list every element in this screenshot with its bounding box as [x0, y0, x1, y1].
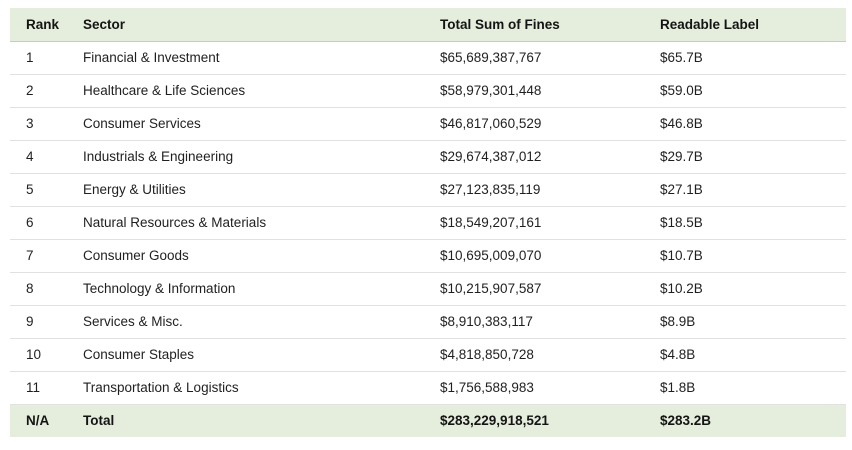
cell-sector: Consumer Services: [67, 107, 424, 140]
fines-table-container: [10, 8, 846, 437]
cell-sector: Consumer Staples: [67, 338, 424, 371]
cell-total-sum-of-fines: $29,674,387,012: [424, 140, 644, 173]
cell-readable-label: $27.1B: [644, 173, 846, 206]
table-row: [10, 239, 846, 272]
cell-rank: 3: [10, 107, 67, 140]
cell-rank: 9: [10, 305, 67, 338]
cell-sector: Natural Resources & Materials: [67, 206, 424, 239]
total-row: [10, 404, 846, 437]
cell-readable-label: $29.7B: [644, 140, 846, 173]
cell-sector: Services & Misc.: [67, 305, 424, 338]
cell-rank: 5: [10, 173, 67, 206]
table-row: [10, 41, 846, 74]
header-row: [10, 8, 846, 41]
cell-sector: Technology & Information: [67, 272, 424, 305]
cell-total-sum-of-fines: $18,549,207,161: [424, 206, 644, 239]
cell-readable-label: $65.7B: [644, 41, 846, 74]
cell-total-sum-of-fines: $46,817,060,529: [424, 107, 644, 140]
cell-total-sum-of-fines: $58,979,301,448: [424, 74, 644, 107]
cell-readable-label: $10.7B: [644, 239, 846, 272]
cell-total-sum-of-fines: $65,689,387,767: [424, 41, 644, 74]
cell-sector: Healthcare & Life Sciences: [67, 74, 424, 107]
cell-sector: Total: [67, 404, 424, 437]
table-row: [10, 272, 846, 305]
cell-readable-label: $18.5B: [644, 206, 846, 239]
cell-readable-label: $283.2B: [644, 404, 846, 437]
cell-total-sum-of-fines: $10,695,009,070: [424, 239, 644, 272]
cell-readable-label: $1.8B: [644, 371, 846, 404]
cell-rank: 4: [10, 140, 67, 173]
cell-rank: N/A: [10, 404, 67, 437]
column-header-sector: Sector: [67, 8, 424, 41]
cell-total-sum-of-fines: $8,910,383,117: [424, 305, 644, 338]
table-row: [10, 107, 846, 140]
table-row: [10, 371, 846, 404]
cell-total-sum-of-fines: $1,756,588,983: [424, 371, 644, 404]
cell-rank: 2: [10, 74, 67, 107]
column-header-total-sum-of-fines: Total Sum of Fines: [424, 8, 644, 41]
column-header-readable-label: Readable Label: [644, 8, 846, 41]
cell-rank: 7: [10, 239, 67, 272]
table-row: [10, 74, 846, 107]
cell-total-sum-of-fines: $27,123,835,119: [424, 173, 644, 206]
cell-total-sum-of-fines: $283,229,918,521: [424, 404, 644, 437]
cell-total-sum-of-fines: $4,818,850,728: [424, 338, 644, 371]
cell-readable-label: $4.8B: [644, 338, 846, 371]
fines-by-sector-table: [10, 8, 846, 437]
table-row: [10, 338, 846, 371]
table-row: [10, 140, 846, 173]
cell-readable-label: $59.0B: [644, 74, 846, 107]
cell-total-sum-of-fines: $10,215,907,587: [424, 272, 644, 305]
cell-sector: Industrials & Engineering: [67, 140, 424, 173]
table-header: [10, 8, 846, 41]
cell-sector: Energy & Utilities: [67, 173, 424, 206]
cell-rank: 6: [10, 206, 67, 239]
cell-rank: 8: [10, 272, 67, 305]
table-row: [10, 173, 846, 206]
cell-readable-label: $10.2B: [644, 272, 846, 305]
cell-sector: Consumer Goods: [67, 239, 424, 272]
table-body: [10, 41, 846, 437]
table-row: [10, 206, 846, 239]
cell-rank: 10: [10, 338, 67, 371]
cell-rank: 11: [10, 371, 67, 404]
table-row: [10, 305, 846, 338]
cell-readable-label: $46.8B: [644, 107, 846, 140]
cell-rank: 1: [10, 41, 67, 74]
column-header-rank: Rank: [10, 8, 67, 41]
cell-sector: Transportation & Logistics: [67, 371, 424, 404]
cell-sector: Financial & Investment: [67, 41, 424, 74]
cell-readable-label: $8.9B: [644, 305, 846, 338]
